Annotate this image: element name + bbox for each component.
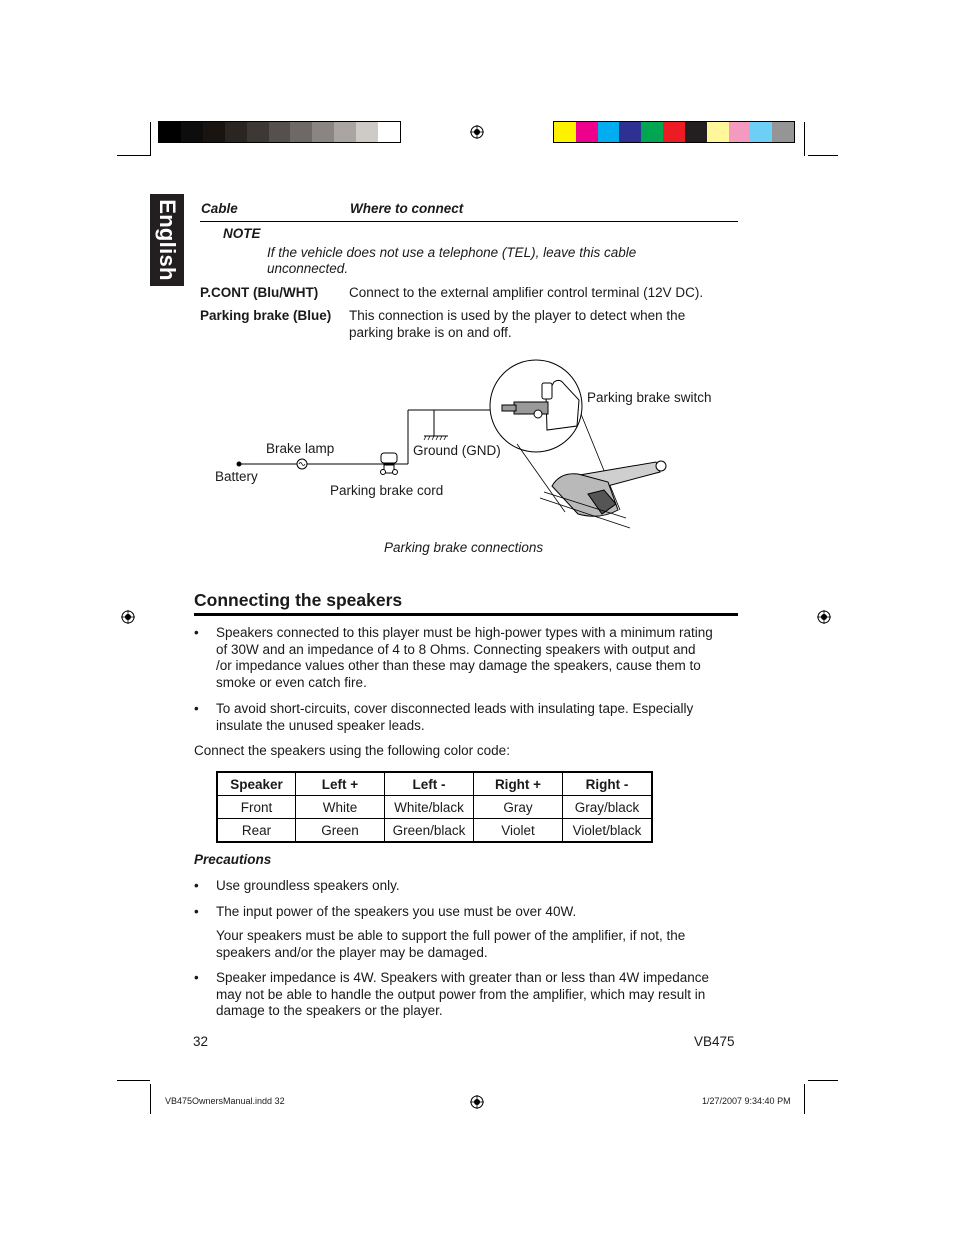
note-text: If the vehicle does not use a telephone (TEL), leave this cable (267, 245, 637, 260)
table-cell: Gray (474, 796, 563, 819)
note-text: unconnected. (267, 261, 349, 276)
color-swatch (598, 122, 620, 142)
bullet-text: Use groundless speakers only. (216, 878, 400, 893)
table-cell: White (296, 796, 385, 819)
battery-terminal (237, 462, 242, 467)
grayscale-bar (158, 121, 401, 143)
registration-mark-icon (470, 1095, 484, 1109)
bullet-text: The input power of the speakers you use must be over 40W. (216, 904, 577, 919)
color-code-intro: Connect the speakers using the following color code: (194, 743, 510, 758)
bullet-icon: • (194, 970, 199, 985)
table-row (217, 819, 652, 843)
speaker-color-table (216, 771, 653, 843)
process-color-bar (553, 121, 795, 143)
file-slug: VB475OwnersManual.indd 32 (165, 1096, 285, 1106)
row-desc: parking brake is on and off. (349, 325, 512, 340)
color-swatch (772, 122, 794, 142)
table-cell: Violet (474, 819, 563, 843)
crop-mark (804, 122, 805, 156)
language-tab-label: English (155, 199, 180, 281)
section-title: Connecting the speakers (194, 590, 403, 610)
bullet-icon: • (194, 878, 199, 893)
table-header: Left + (296, 772, 385, 796)
table-header-row (217, 772, 652, 796)
color-swatch (663, 122, 685, 142)
color-swatch (203, 122, 225, 142)
table-cell: White/black (385, 796, 474, 819)
color-swatch (181, 122, 203, 142)
color-swatch (290, 122, 312, 142)
table-row (217, 796, 652, 819)
bullet-text: Speaker impedance is 4W. Speakers with greater than or less than 4W impedance may not be able to handle the output power from the amplifier, which may result in damage to the speakers or the player. (216, 970, 710, 1018)
table-cell: Gray/black (563, 796, 653, 819)
table-header: Speaker (217, 772, 296, 796)
model-name: VB475 (694, 1034, 735, 1049)
row-desc: Connect to the external amplifier control terminal (12V DC). (349, 285, 704, 300)
color-swatch (356, 122, 378, 142)
print-date: 1/27/2007 9:34:40 PM (702, 1096, 791, 1106)
registration-mark-icon (817, 610, 831, 624)
header-cable: Cable (201, 201, 238, 216)
ground-label: Ground (GND) (413, 443, 501, 458)
color-swatch (729, 122, 751, 142)
crop-mark (808, 155, 838, 156)
header-where: Where to connect (350, 201, 464, 216)
battery-label: Battery (215, 469, 258, 484)
bullet-text: Your speakers must be able to support the full power of the amplifier, if not, the speakers and/or the player may be damaged. (216, 928, 686, 960)
color-swatch (225, 122, 247, 142)
color-swatch (378, 122, 400, 142)
color-swatch (641, 122, 663, 142)
color-swatch (619, 122, 641, 142)
crop-mark (150, 1084, 151, 1114)
bullet-icon: • (194, 701, 199, 716)
ground-icon (424, 436, 448, 440)
page-number: 32 (193, 1034, 209, 1049)
color-swatch (334, 122, 356, 142)
language-tab (150, 194, 184, 286)
color-swatch (247, 122, 269, 142)
row-cable: Parking brake (Blue) (200, 308, 332, 323)
table-cell: Rear (217, 819, 296, 843)
cord-label: Parking brake cord (330, 483, 444, 498)
table-cell: Violet/black (563, 819, 653, 843)
parking-brake-lever-icon (540, 461, 666, 528)
table-header: Right + (474, 772, 563, 796)
color-swatch (707, 122, 729, 142)
note-label: NOTE (223, 226, 261, 241)
color-swatch (554, 122, 576, 142)
cable-table-header (200, 201, 738, 222)
parking-brake-cord-connector-icon (380, 453, 398, 475)
switch-label: Parking brake switch (587, 390, 712, 405)
precautions-title: Precautions (194, 852, 272, 867)
table-cell: Green (296, 819, 385, 843)
table-cell: Green/black (385, 819, 474, 843)
parking-brake-diagram (200, 350, 740, 535)
row-desc: This connection is used by the player to detect when the (349, 308, 686, 323)
color-swatch (269, 122, 291, 142)
bullet-icon: • (194, 904, 199, 919)
table-header: Left - (385, 772, 474, 796)
table-header: Right - (563, 772, 653, 796)
section-rule (194, 613, 738, 616)
registration-mark-icon (470, 125, 484, 139)
bullet-text: To avoid short-circuits, cover disconnected leads with insulating tape. Especially insulate the unused speaker leads. (216, 701, 694, 733)
row-cable: P.CONT (Blu/WHT) (200, 285, 319, 300)
crop-mark (804, 1084, 805, 1114)
brake-lamp-label: Brake lamp (266, 441, 335, 456)
color-swatch (685, 122, 707, 142)
crop-mark (117, 155, 150, 156)
color-swatch (576, 122, 598, 142)
crop-mark (150, 122, 151, 156)
diagram-caption: Parking brake connections (384, 540, 544, 555)
table-cell: Front (217, 796, 296, 819)
crop-mark (808, 1080, 838, 1081)
registration-mark-icon (121, 610, 135, 624)
color-swatch (159, 122, 181, 142)
crop-mark (117, 1080, 150, 1081)
bullet-text: Speakers connected to this player must be high-power types with a minimum rating of 30W and an impedance of 4 to 8 Ohms. Connecting speakers with output and /or impedance values other than these may damage the speakers, cause them to smoke or even catch fire. (216, 625, 713, 690)
color-swatch (750, 122, 772, 142)
bullet-icon: • (194, 625, 199, 640)
color-swatch (312, 122, 334, 142)
